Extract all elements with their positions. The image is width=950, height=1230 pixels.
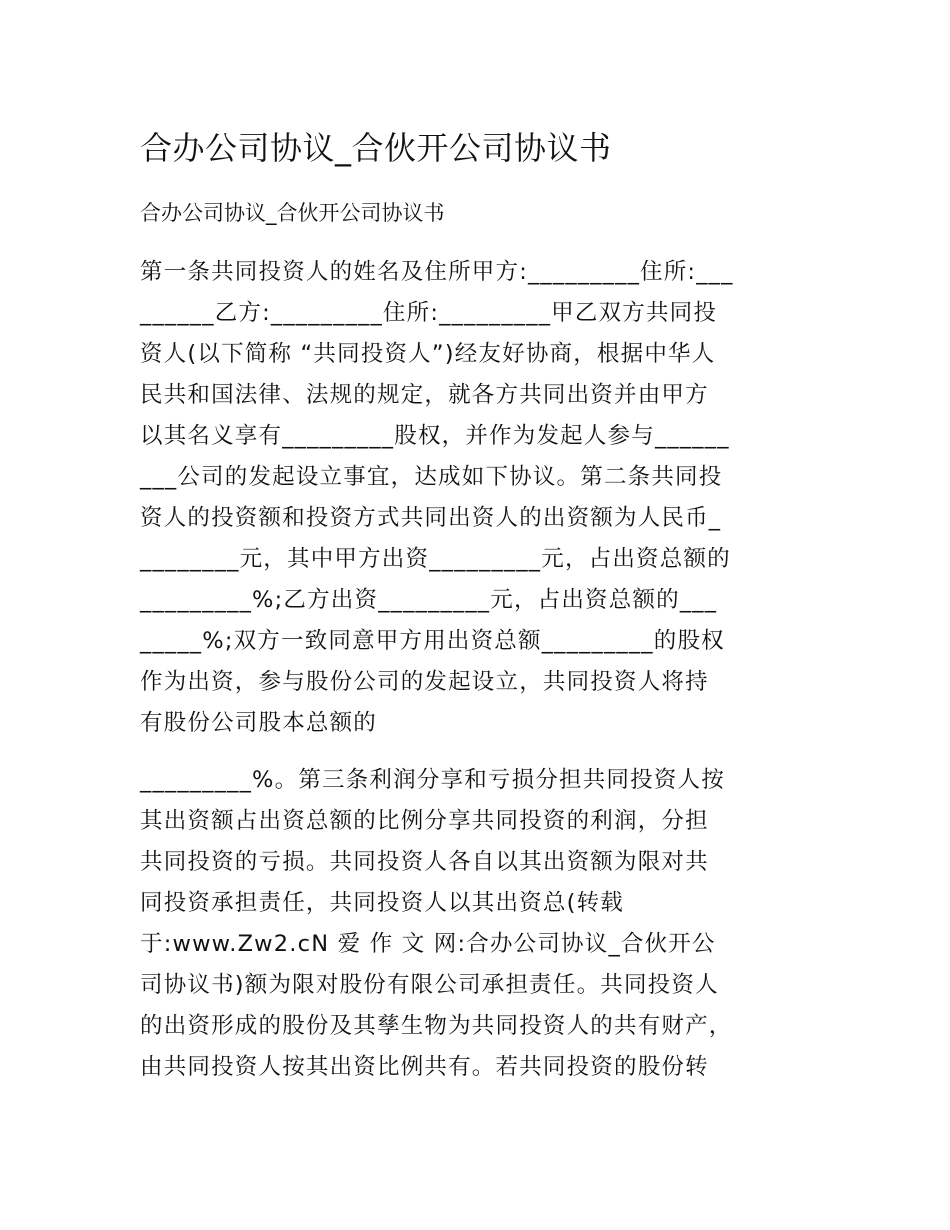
document-subtitle: 合办公司协议_合伙开公司协议书 <box>140 201 445 225</box>
text-line: 作为出资，参与股份公司的发起设立，共同投资人将持 <box>140 669 709 695</box>
text-line: 资人(以下简称 “共同投资人”)经友好协商，根据中华人 <box>140 341 716 367</box>
text-line: 由共同投资人按其出资比例共有。若共同投资的股份转 <box>140 1054 709 1080</box>
text-line: 司协议书)额为限对股份有限公司承担责任。共同投资人 <box>140 972 719 998</box>
paragraph-2 <box>140 760 820 1088</box>
text-line: 同投资承担责任，共同投资人以其出资总(转载 <box>140 890 624 916</box>
text-line: 以其名义享有_________股权，并作为发起人参与______ <box>140 423 730 449</box>
text-line: ___公司的发起设立事宜，达成如下协议。第二条共同投 <box>140 464 723 490</box>
text-line: ______乙方:_________住所:_________甲乙双方共同投 <box>140 300 718 326</box>
text-line: ________元，其中甲方出资_________元，占出资总额的 <box>140 546 731 572</box>
text-line: 第一条共同投资人的姓名及住所甲方:_________住所:___ <box>140 259 734 285</box>
text-line: 民共和国法律、法规的规定，就各方共同出资并由甲方 <box>140 382 709 408</box>
document-title: 合办公司协议_合伙开公司协议书 <box>140 129 612 167</box>
text-line: _________%;乙方出资_________元，占出资总额的___ <box>140 587 718 613</box>
text-line: 资人的投资额和投资方式共同出资人的出资额为人民币_ <box>140 505 722 531</box>
text-line: 其出资额占出资总额的比例分享共同投资的利润，分担 <box>140 808 709 834</box>
text-line: 共同投资的亏损。共同投资人各自以其出资额为限对共 <box>140 849 709 875</box>
text-line: 于:www.Zw2.cN 爱 作 文 网:合办公司协议_合伙开公 <box>140 931 716 957</box>
text-line: 有股份公司股本总额的 <box>140 710 378 736</box>
text-line: _________%。第三条利润分享和亏损分担共同投资人按 <box>140 767 725 793</box>
text-line: 的出资形成的股份及其孳生物为共同投资人的共有财产， <box>140 1013 733 1039</box>
paragraph-1 <box>140 252 820 744</box>
text-line: _____%;双方一致同意甲方用出资总额_________的股权 <box>140 628 725 654</box>
